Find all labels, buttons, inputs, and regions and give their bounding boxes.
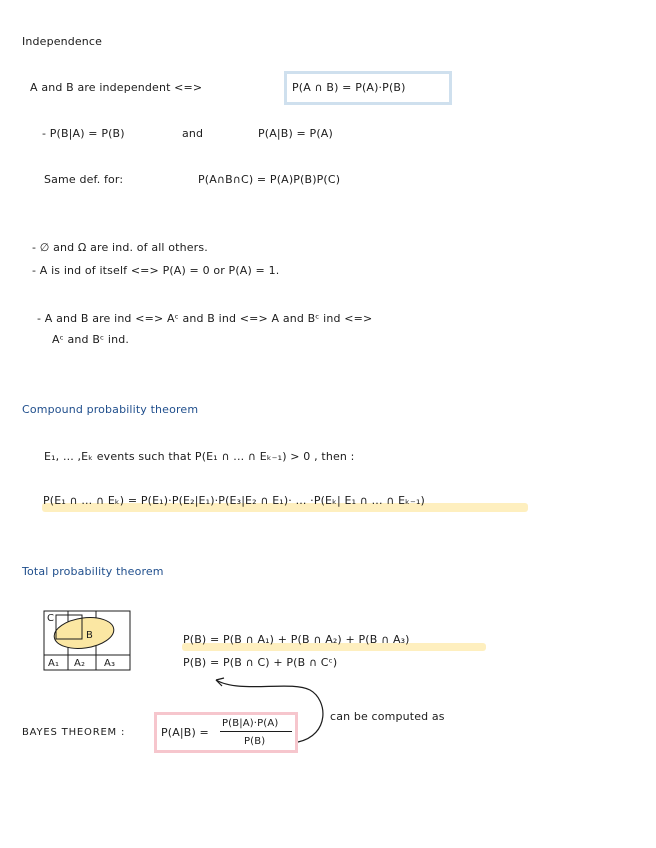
independence-formula: P(A ∩ B) = P(A)·P(B) bbox=[292, 81, 406, 94]
three-events-formula: P(A∩B∩C) = P(A)P(B)P(C) bbox=[198, 173, 341, 186]
computed-as-note: can be computed as bbox=[330, 710, 445, 723]
event-b-ellipse bbox=[52, 614, 116, 652]
bayes-numerator: P(B|A)·P(A) bbox=[222, 718, 279, 729]
diagram-label-a3: A₃ bbox=[104, 658, 116, 669]
compound-formula: P(E₁ ∩ ... ∩ Eₖ) = P(E₁)·P(E₂|E₁)·P(E₃|E₂ ∩ E₁)· ... ·P(Eₖ| E₁ ∩ ... ∩ Eₖ₋₁) bbox=[43, 494, 425, 507]
independence-definition: A and B are independent <=> bbox=[30, 81, 203, 94]
diagram-label-c: C bbox=[47, 613, 55, 624]
total-probability-formula-1: P(B) = P(B ∩ A₁) + P(B ∩ A₂) + P(B ∩ A₃) bbox=[183, 633, 410, 646]
empty-omega-note: - ∅ and Ω are ind. of all others. bbox=[32, 241, 208, 254]
bayes-theorem-label: BAYES THEOREM : bbox=[22, 727, 126, 738]
bayes-denominator: P(B) bbox=[244, 736, 266, 747]
heading-total-probability: Total probability theorem bbox=[22, 565, 164, 578]
complement-line-1: - A and B are ind <=> Aᶜ and B ind <=> A and Bᶜ ind <=> bbox=[37, 312, 373, 325]
same-definition-label: Same def. for: bbox=[44, 173, 124, 186]
bayes-fraction-bar bbox=[220, 731, 292, 732]
total-probability-formula-2: P(B) = P(B ∩ C) + P(B ∩ Cᶜ) bbox=[183, 656, 338, 669]
compound-hypothesis: E₁, ... ,Eₖ events such that P(E₁ ∩ ... ∩ Eₖ₋₁) > 0 , then : bbox=[44, 450, 355, 463]
conditional-and: and bbox=[182, 127, 204, 140]
conditional-b-given-a: - P(B|A) = P(B) bbox=[42, 127, 125, 140]
heading-independence: Independence bbox=[22, 35, 103, 48]
bayes-lhs: P(A|B) = bbox=[161, 726, 209, 739]
heading-compound-probability: Compound probability theorem bbox=[22, 403, 199, 416]
complement-line-2: Aᶜ and Bᶜ ind. bbox=[52, 333, 130, 346]
conditional-a-given-b: P(A|B) = P(A) bbox=[258, 127, 333, 140]
self-independence-note: - A is ind of itself <=> P(A) = 0 or P(A) = 1. bbox=[32, 264, 280, 277]
diagram-label-b: B bbox=[86, 630, 94, 641]
diagram-label-a2: A₂ bbox=[74, 658, 86, 669]
diagram-label-a1: A₁ bbox=[48, 658, 60, 669]
